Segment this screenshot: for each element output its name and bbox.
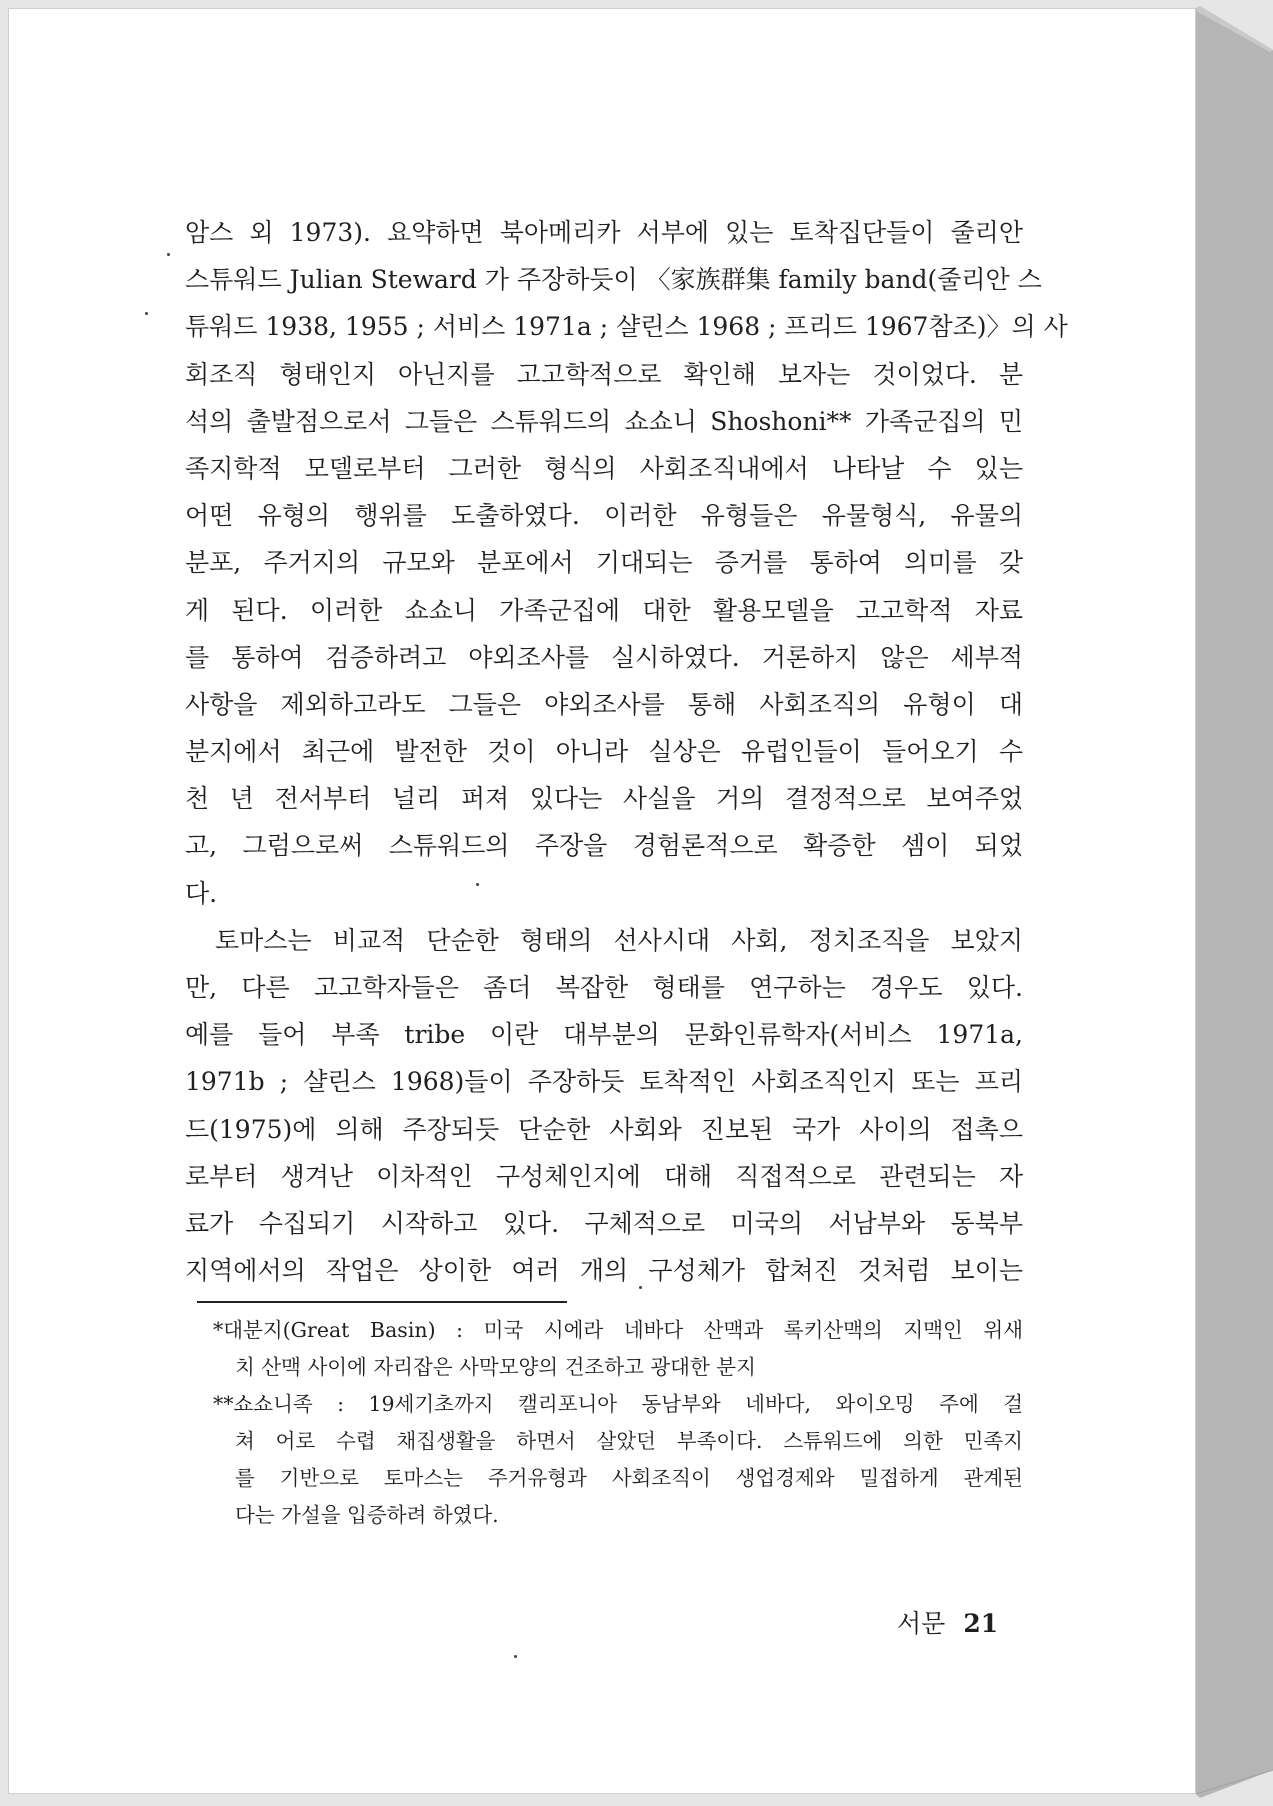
footnote-line: *대분지(Great Basin) : 미국 시에라 네바다 산맥과 록키산맥의 지맥인 위새 bbox=[213, 1318, 1023, 1342]
text-line: 드(1975)에 의해 주장되듯 단순한 사회와 진보된 국가 사이의 접촉으 bbox=[185, 1114, 1023, 1144]
text-line: 토마스는 비교적 단순한 형태의 선사시대 사회, 정치조직을 보았지 bbox=[215, 925, 1023, 955]
text-line: 어떤 유형의 행위를 도출하였다. 이러한 유형들은 유물형식, 유물의 bbox=[185, 501, 1023, 531]
text-line: 게 된다. 이러한 쇼쇼니 가족군집에 대한 활용모델을 고고학적 자료 bbox=[185, 595, 1023, 625]
text-line: 예를 들어 부족 tribe 이란 대부분의 문화인류학자(서비스 1971a, bbox=[185, 1020, 1023, 1050]
footnote-divider bbox=[197, 1301, 567, 1303]
text-line: 를 통하여 검증하려고 야외조사를 실시하였다. 거론하지 않은 세부적 bbox=[185, 642, 1023, 672]
text-line: 족지학적 모델로부터 그러한 형식의 사회조직내에서 나타날 수 있는 bbox=[185, 453, 1023, 483]
text-line: 튜워드 1938, 1955 ; 서비스 1971a ; 샬린스 1968 ; 프리드 1967참조)〉의 사 bbox=[185, 312, 1068, 342]
page-folio bbox=[897, 1604, 998, 1640]
footnote-line: 다는 가설을 입증하려 하였다. bbox=[235, 1503, 499, 1527]
scan-speck bbox=[639, 1286, 642, 1289]
text-line: 스튜워드 Julian Steward 가 주장하듯이 〈家族群集 family band(줄리안 스 bbox=[185, 265, 1042, 295]
scan-speck bbox=[167, 253, 170, 256]
footnote-line: 를 기반으로 토마스는 주거유형과 사회조직이 생업경제와 밀접하게 관계된 bbox=[235, 1466, 1023, 1490]
text-line: 회조직 형태인지 아닌지를 고고학적으로 확인해 보자는 것이었다. 분 bbox=[185, 359, 1023, 389]
text-line: 천 년 전서부터 널리 퍼져 있다는 사실을 거의 결정적으로 보여주었 bbox=[185, 784, 1023, 814]
text-line: 만, 다른 고고학자들은 좀더 복잡한 형태를 연구하는 경우도 있다. bbox=[185, 973, 1023, 1002]
text-line: 분지에서 최근에 발전한 것이 아니라 실상은 유럽인들이 들어오기 수 bbox=[185, 737, 1023, 767]
footnote-line: 쳐 어로 수렵 채집생활을 하면서 살았던 부족이다. 스튜워드에 의한 민족지 bbox=[235, 1429, 1023, 1453]
text-line: 고, 그럼으로써 스튜워드의 주장을 경험론적으로 확증한 셈이 되었 bbox=[185, 831, 1023, 861]
running-head-section: 서문 bbox=[897, 1609, 946, 1638]
footnote-line: **쇼쇼니족 : 19세기초까지 캘리포니아 동남부와 네바다, 와이오밍 주에 걸 bbox=[213, 1392, 1023, 1416]
text-line: 료가 수집되기 시작하고 있다. 구체적으로 미국의 서남부와 동북부 bbox=[185, 1208, 1023, 1238]
text-line: 1971b ; 샬린스 1968)들이 주장하듯 토착적인 사회조직인지 또는 프리 bbox=[185, 1067, 1023, 1097]
book-page bbox=[8, 8, 1196, 1794]
text-line: 지역에서의 작업은 상이한 여러 개의 구성체가 합쳐진 것처럼 보이는 bbox=[185, 1256, 1023, 1286]
text-line: 석의 출발점으로서 그들은 스튜워드의 쇼쇼니 Shoshoni** 가족군집의 민 bbox=[185, 406, 1023, 436]
text-line: 분포, 주거지의 규모와 분포에서 기대되는 증거를 통하여 의미를 갖 bbox=[185, 548, 1023, 578]
text-line: 암스 외 1973). 요약하면 북아메리카 서부에 있는 토착집단들이 줄리안 bbox=[185, 218, 1023, 247]
page-number: 21 bbox=[963, 1609, 999, 1638]
scan-speck bbox=[145, 312, 148, 315]
text-line: 다. bbox=[185, 878, 218, 908]
footnote-line: 치 산맥 사이에 자리잡은 사막모양의 건조하고 광대한 분지 bbox=[235, 1355, 756, 1379]
body-text bbox=[185, 209, 1068, 1294]
footnotes bbox=[213, 1312, 1023, 1534]
scan-speck bbox=[476, 883, 479, 886]
text-line: 사항을 제외하고라도 그들은 야외조사를 통해 사회조직의 유형이 대 bbox=[185, 689, 1023, 719]
text-line: 로부터 생겨난 이차적인 구성체인지에 대해 직접적으로 관련되는 자 bbox=[185, 1161, 1023, 1191]
scan-speck bbox=[514, 1655, 517, 1658]
